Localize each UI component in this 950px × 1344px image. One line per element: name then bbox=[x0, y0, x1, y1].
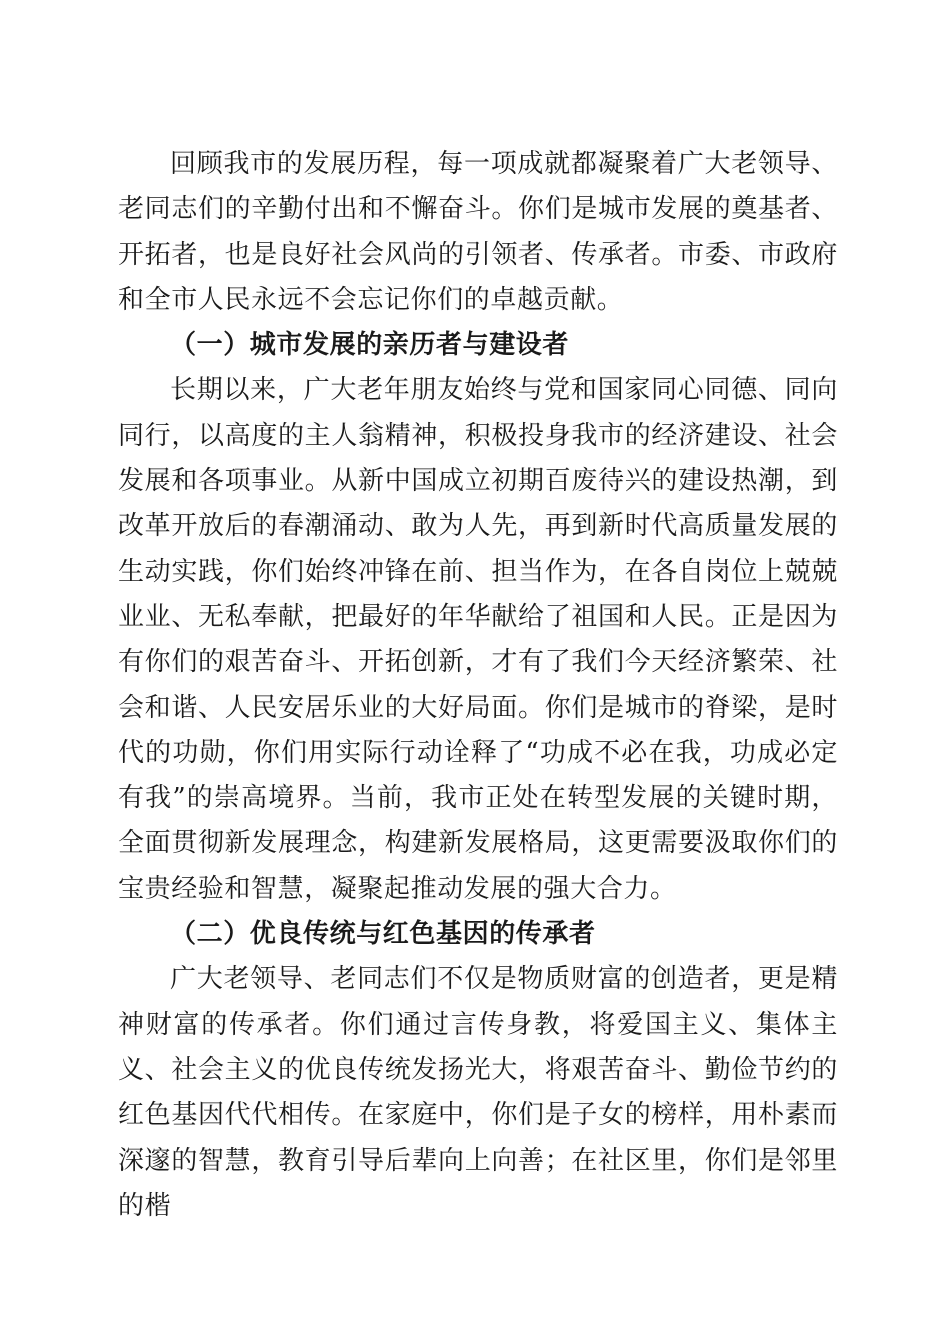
paragraph-inheritors: 广大老领导、老同志们不仅是物质财富的创造者，更是精神财富的传承者。你们通过言传身教，将爱国主义、集体主义、社会主义的优良传统发扬光大，将艰苦奋斗、勤俭节约的红色基因代代相传。在家庭中，你们是子女的榜样，用朴素而深邃的智慧，教育引导后辈向上向善；在社区里，你们是邻里的楷 bbox=[118, 964, 838, 1221]
paragraph-review: 回顾我市的发展历程，每一项成就都凝聚着广大老领导、老同志们的辛勤付出和不懈奋斗。你们是城市发展的奠基者、开拓者，也是良好社会风尚的引领者、传承者。市委、市政府和全市人民永远不会忘记你们的卓越贡献。 bbox=[118, 149, 838, 315]
paragraph-builders: 长期以来，广大老年朋友始终与党和国家同心同德、同向同行，以高度的主人翁精神，积极投身我市的经济建设、社会发展和各项事业。从新中国成立初期百废待兴的建设热潮，到改革开放后的春潮涌动、敢为人先，再到新时代高质量发展的生动实践，你们始终冲锋在前、担当作为，在各自岗位上兢兢业业、无私奉献，把最好的年华献给了祖国和人民。正是因为有你们的艰苦奋斗、开拓创新，才有了我们今天经济繁荣、社会和谐、人民安居乐业的大好局面。你们是城市的脊梁，是时代的功勋，你们用实际行动诠释了“功成不必在我，功成必定有我”的崇高境界。当前，我市正处在转型发展的关键时期，全面贯彻新发展理念，构建新发展格局，这更需要汲取你们的宝贵经验和智慧，凝聚起推动发展的强大合力。 bbox=[118, 375, 838, 904]
section-heading-2: （二）优良传统与红色基因的传承者 bbox=[170, 919, 596, 950]
section-heading-1: （一）城市发展的亲历者与建设者 bbox=[170, 330, 570, 361]
document-body bbox=[118, 142, 838, 1229]
